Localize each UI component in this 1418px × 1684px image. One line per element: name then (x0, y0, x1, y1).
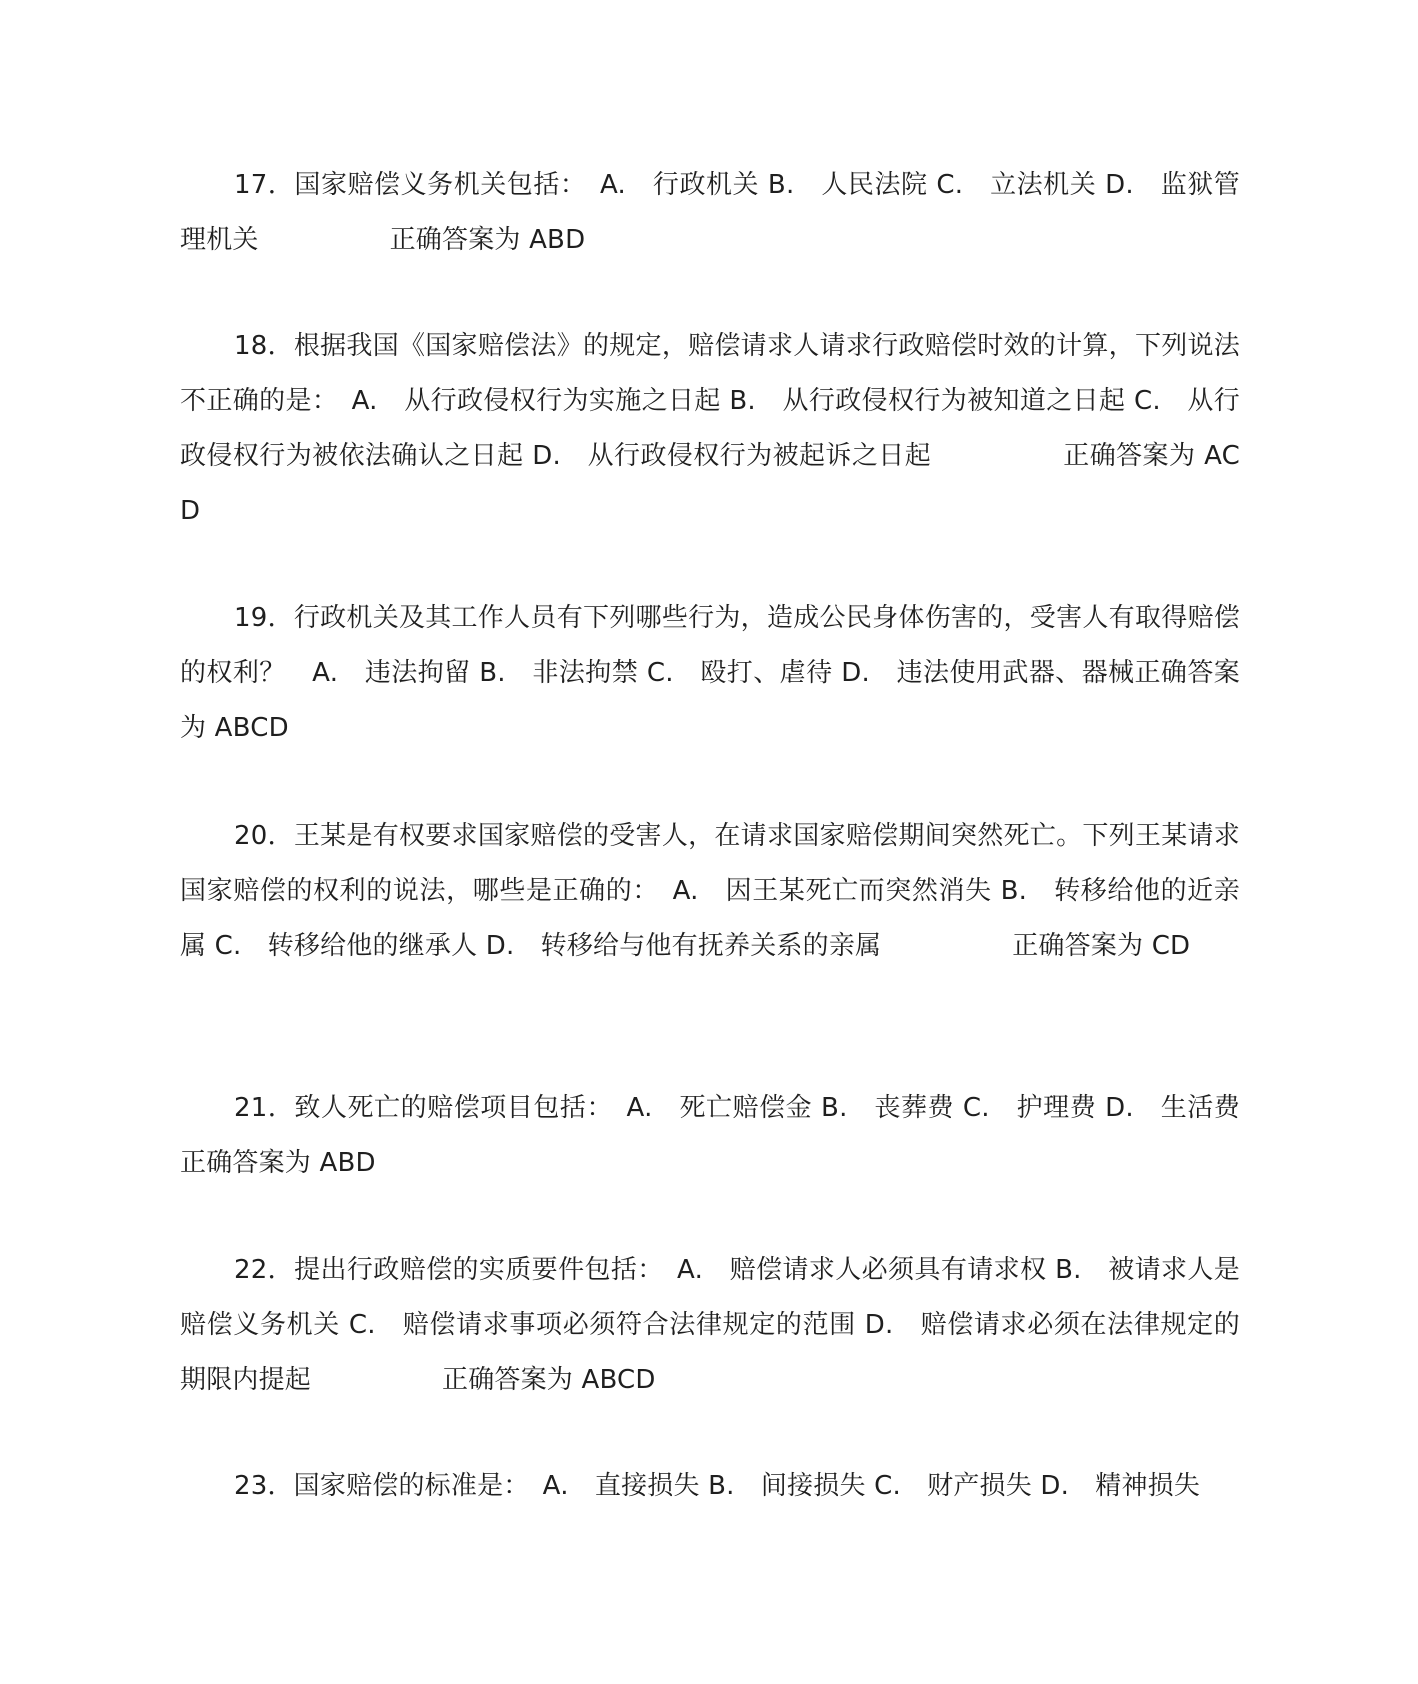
question-18: 18．根据我国《国家赔偿法》的规定，赔偿请求人请求行政赔偿时效的计算，下列说法不正确的是： A. 从行政侵权行为实施之日起 B. 从行政侵权行为被知道之日起 C. 从行政侵权行为被依法确认之日起 D. 从行政侵权行为被起诉之日起 正确答案为 ACD (180, 331, 1240, 526)
question-17: 17．国家赔偿义务机关包括： A. 行政机关 B. 人民法院 C. 立法机关 D. 监狱管理机关 正确答案为 ABD (180, 170, 1240, 255)
question-23: 23．国家赔偿的标准是： A. 直接损失 B. 间接损失 C. 财产损失 D. 精神损失 (234, 1471, 1201, 1501)
question-22: 22．提出行政赔偿的实质要件包括： A. 赔偿请求人必须具有请求权 B. 被请求人是赔偿义务机关 C. 赔偿请求事项必须符合法律规定的范围 D. 赔偿请求必须在法律规定的期限内提起 正确答案为 ABCD (180, 1255, 1240, 1395)
question-20: 20．王某是有权要求国家赔偿的受害人，在请求国家赔偿期间突然死亡。下列王某请求国家赔偿的权利的说法，哪些是正确的： A. 因王某死亡而突然消失 B. 转移给他的近亲属 C. 转移给他的继承人 D. 转移给与他有抚养关系的亲属 正确答案为 CD (180, 821, 1240, 961)
question-19: 19．行政机关及其工作人员有下列哪些行为，造成公民身体伤害的，受害人有取得赔偿的权利？ A. 违法拘留 B. 非法拘禁 C. 殴打、虐待 D. 违法使用武器、器械正确答案为 ABCD (180, 603, 1240, 743)
question-21: 21．致人死亡的赔偿项目包括： A. 死亡赔偿金 B. 丧葬费 C. 护理费 D. 生活费 正确答案为 ABD (180, 1093, 1372, 1178)
